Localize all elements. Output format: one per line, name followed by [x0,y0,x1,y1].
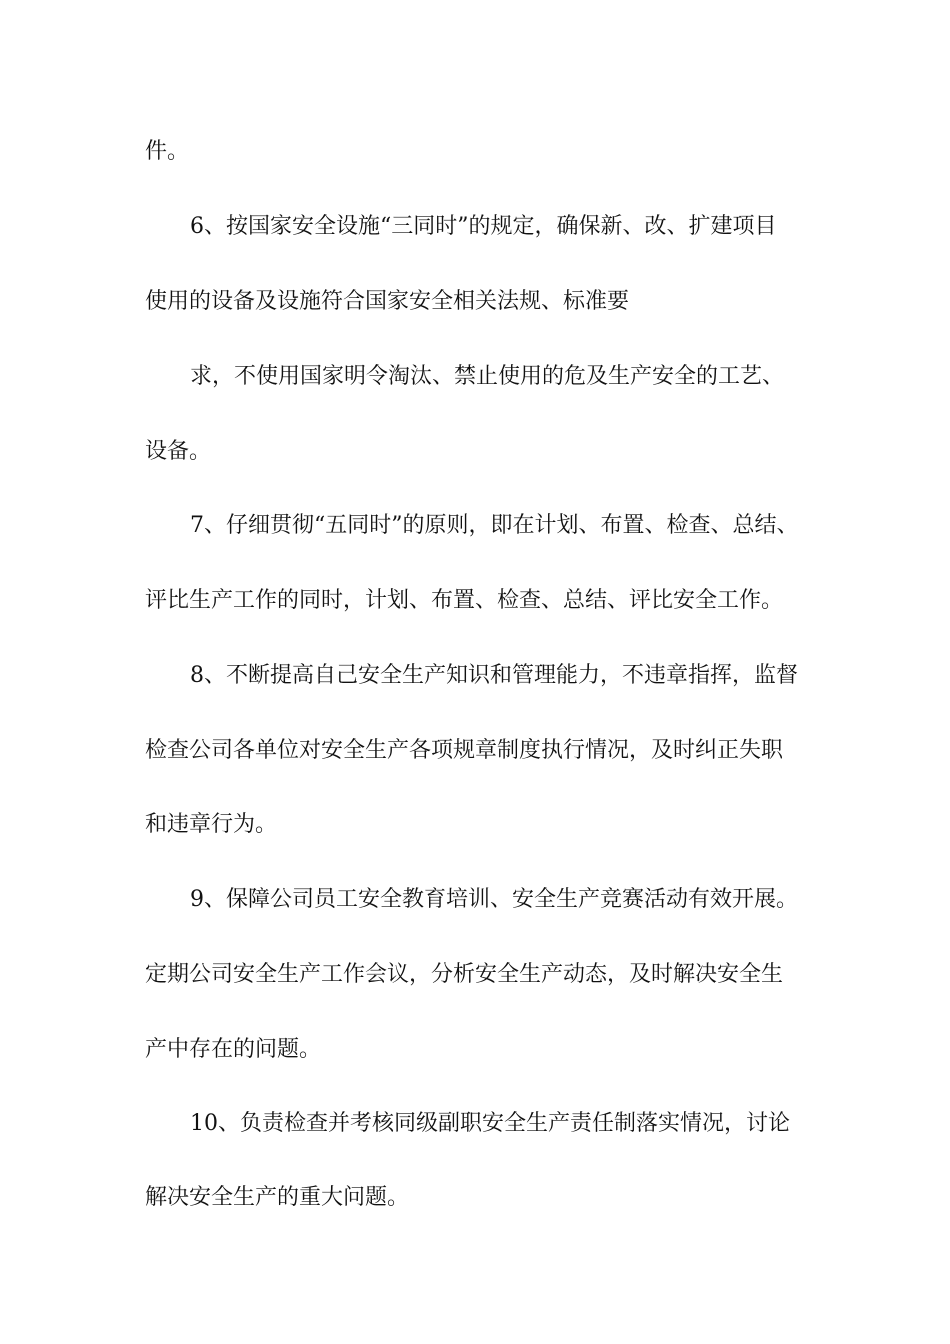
text-line: 使用的设备及设施符合国家安全相关法规、标准要 [145,289,630,314]
text-line: 6、按国家安全设施“三同时”的规定，确保新、改、扩建项目 [190,214,777,239]
text-line: 检查公司各单位对安全生产各项规章制度执行情况，及时纠正失职 [145,738,784,763]
text-line: 8、不断提高自己安全生产知识和管理能力，不违章指挥，监督 [190,663,798,688]
text-line: 设备。 [145,439,212,464]
text-line: 产中存在的问题。 [145,1037,322,1062]
text-line: 解决安全生产的重大问题。 [145,1185,410,1210]
text-line: 求，不使用国家明令淘汰、禁止使用的危及生产安全的工艺、 [190,364,785,389]
text-line: 和违章行为。 [145,812,278,837]
text-line: 9、保障公司员工安全教育培训、安全生产竞赛活动有效开展。 [190,887,798,912]
text-line: 评比生产工作的同时，计划、布置、检查、总结、评比安全工作。 [145,588,784,613]
text-line: 7、仔细贯彻“五同时”的原则，即在计划、布置、检查、总结、 [190,513,799,538]
text-line: 件。 [145,139,190,164]
text-line: 定期公司安全生产工作会议，分析安全生产动态，及时解决安全生 [145,962,784,987]
text-line: 10、负责检查并考核同级副职安全生产责任制落实情况，讨论 [190,1111,790,1136]
